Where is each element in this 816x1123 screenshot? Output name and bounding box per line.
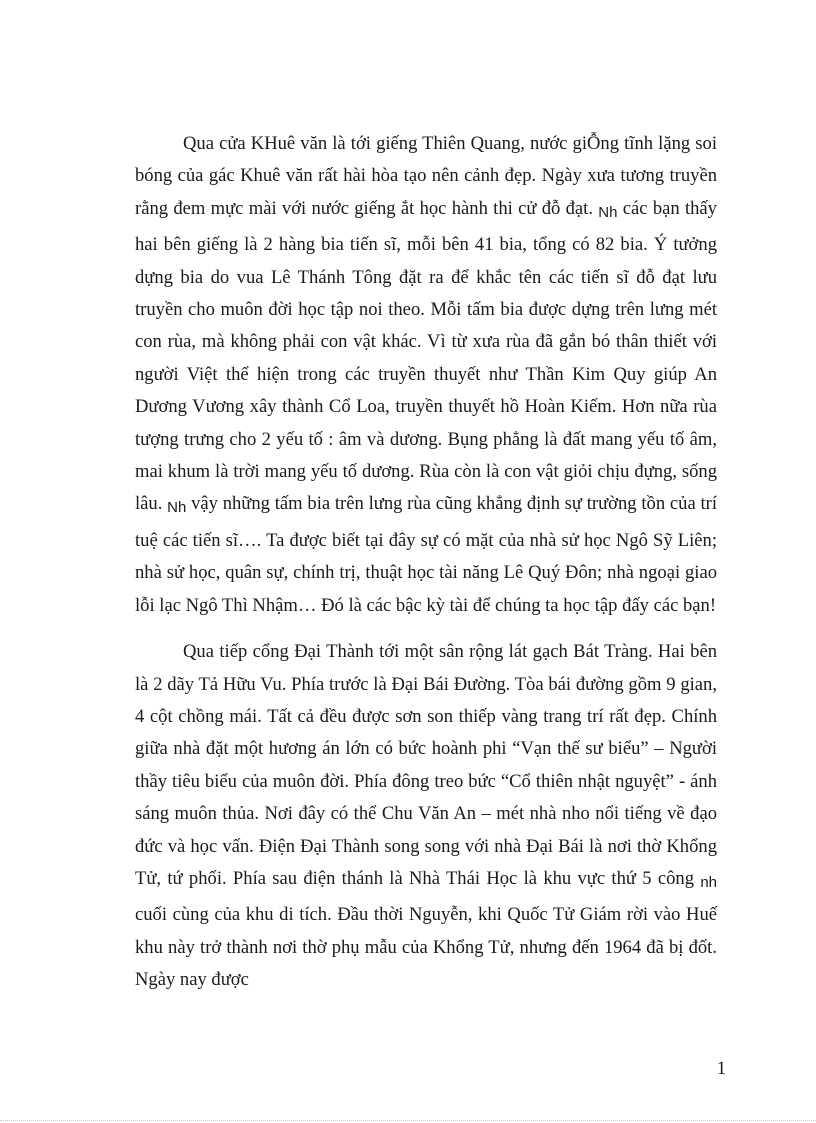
page-number: 1 [716, 1058, 726, 1079]
paragraph-2-glyph-a: nh [700, 873, 717, 891]
paragraph-1-glyph-b: Nh [167, 499, 187, 517]
paragraph-2-text-b: cuối cùng của khu di tích. Đầu thời Nguyễn, khi Quốc Tử Giám rời vào Huế khu này trở thành nơi thờ phụ mẫu của Khổng Tử, nhưng đến 1964 đã bị đốt. Ngày nay được [135, 904, 717, 991]
paragraph-1-text-b: các bạn thấy hai bên giếng là 2 hàng bia tiến sĩ, mỗi bên 41 bia, tổng có 82 bia. Ý tưởng dựng bia do vua Lê Thánh Tông đặt ra để khắc tên các tiến sĩ đỗ đạt lưu truyền cho muôn đời học tập noi theo. Mỗi tấm bia được dựng trên lưng mét con rùa, mà không phải con vật khác. Vì từ xưa rùa đã gắn bó thân thiết với người Việt thể hiện trong các truyền thuyết như Thần Kim Quy giúp An Dương Vương xây thành Cổ Loa, truyền thuyết hồ Hoàn Kiếm. Hơn nữa rùa tượng trưng cho 2 yếu tố : âm và dương. Bụng phẳng là đất mang yếu tố âm, mai khum là trời mang yếu tố dương. Rùa còn là con vật giỏi chịu đựng, sống lâu. [135, 197, 717, 515]
paragraph-1-glyph-a: Nh [598, 203, 618, 221]
paragraph-1-text-a: Qua cửa KHuê văn là tới giếng Thiên Quang, nước giỖng tĩnh lặng soi bóng của gác Khuê văn rất hài hòa tạo nên cảnh đẹp. Ngày xưa tương truyền rằng đem mực mài với nước giếng ắt học hành thi cử đỗ đạt. [135, 133, 717, 219]
paragraph-1-text-c: vậy những tấm bia trên lưng rùa cũng khẳng định sự trường tồn của trí tuệ các tiến sĩ…. Ta được biết tại đây sự có mặt của nhà sử học Ngô Sỹ Liên; nhà sử học, quân sự, chính trị, thuật học tài năng Lê Quý Đôn; nhà ngoại giao lỗi lạc Ngô Thì Nhậm… Đó là các bậc kỳ tài để chúng ta học tập đấy các bạn! [135, 493, 717, 616]
paragraph-1 [135, 128, 717, 622]
page-bottom-border [0, 1120, 816, 1121]
body-text [135, 128, 717, 997]
paragraph-2-text-a: Qua tiếp cổng Đại Thành tới một sân rộng lát gạch Bát Tràng. Hai bên là 2 dãy Tả Hữu Vu. Phía trước là Đại Bái Đường. Tòa bái đường gồm 9 gian, 4 cột chồng mái. Tất cả đều được sơn son thiếp vàng trang trí rất đẹp. Chính giữa nhà đặt một hương án lớn có bức hoành phi “Vạn thế sư biểu” – Người thầy tiêu biểu của muôn đời. Phía đông treo bức “Cổ thiên nhật nguyệt” - ánh sáng muôn thủa. Nơi đây có thể Chu Văn An – mét nhà nho nổi tiếng về đạo đức và học vấn. Điện Đại Thành song song với nhà Đại Bái là nơi thờ Khổng Tử, tứ phối. Phía sau điện thánh là Nhà Thái Học là khu vực thứ 5 công [135, 641, 717, 889]
paragraph-2 [135, 636, 717, 996]
